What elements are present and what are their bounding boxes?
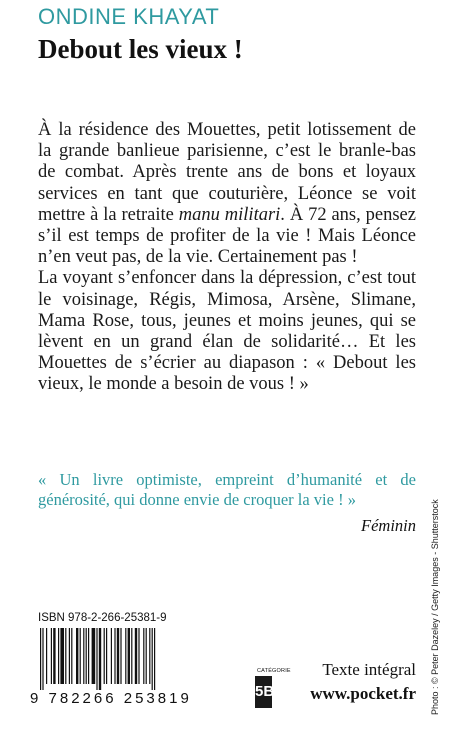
barcode-number: 9 782266 253819 xyxy=(30,690,192,707)
barcode-bar xyxy=(92,628,96,684)
barcode-bar xyxy=(106,628,107,684)
barcode-bar xyxy=(149,628,150,684)
barcode-bar xyxy=(96,628,97,690)
barcode-bar xyxy=(146,628,147,684)
barcode-bar xyxy=(83,628,84,684)
barcode-bar xyxy=(42,628,43,690)
barcode-bar xyxy=(104,628,105,684)
barcode-bar xyxy=(111,628,112,684)
barcode-bar xyxy=(88,628,89,684)
barcode-bar xyxy=(99,628,101,690)
blurb-italic-phrase: manu militari xyxy=(178,204,281,225)
barcode-bar xyxy=(143,628,144,684)
book-title: Debout les vieux ! xyxy=(38,34,243,64)
barcode-bar xyxy=(60,628,64,684)
barcode-bar xyxy=(51,628,52,684)
author-name: ONDINE KHAYAT xyxy=(38,4,220,29)
barcode-bar xyxy=(80,628,81,684)
publisher-website: www.pocket.fr xyxy=(310,684,416,703)
barcode-bar xyxy=(152,628,153,690)
blurb-text: . À 72 ans, pensez s’il est temps de profiter de la vie ! Mais Léonce n’en veut pas, de la vie. Certainement pas ! xyxy=(38,204,416,268)
barcode-bar xyxy=(46,628,47,684)
barcode-bar xyxy=(76,628,78,684)
back-cover-blurb xyxy=(38,120,416,396)
barcode-bar xyxy=(154,628,155,690)
barcode-bar xyxy=(120,628,121,684)
blurb-text: À la résidence des Mouettes, petit lotissement de la grande banlieue parisienne, c’est le branle-bas de combat. Après trente ans de bons et loyaux services en tant que couturière, Léonce se voit mettre à la retraite xyxy=(38,120,416,225)
photo-credit: Photo : © Peter Dazeley / Getty Images - Shutterstock xyxy=(430,499,440,715)
review-source: Féminin xyxy=(361,516,416,535)
barcode-bar xyxy=(40,628,41,690)
category-label: CATÉGORIE xyxy=(257,668,291,674)
barcode-bar xyxy=(131,628,132,684)
barcode-bar xyxy=(125,628,126,684)
barcode-bar xyxy=(128,628,130,684)
category-badge: 5B xyxy=(255,676,272,708)
barcode-bar xyxy=(117,628,119,684)
edition-note: Texte intégral xyxy=(322,660,416,679)
barcode-bar xyxy=(138,628,139,684)
barcode-icon xyxy=(38,628,238,690)
barcode-bar xyxy=(53,628,55,684)
barcode-bar xyxy=(69,628,70,684)
barcode-bar xyxy=(135,628,137,684)
barcode-bar xyxy=(86,628,87,684)
barcode-bar xyxy=(65,628,66,684)
barcode-bar xyxy=(71,628,72,684)
blurb-paragraph-1 xyxy=(38,120,416,268)
barcode-bar xyxy=(58,628,59,684)
blurb-paragraph-2: La voyant s’enfoncer dans la dépression, c’est tout le voisinage, Régis, Mimosa, Arsène, Slimane, Mama Rose, tous, jeunes et moins jeunes, qui se lèvent en un grand élan de solidarité… Et les Mouettes de s’écrier au diapason : « Debout les vieux, le monde a besoin de vous ! » xyxy=(38,268,416,395)
barcode-bar xyxy=(114,628,115,684)
review-quote: « Un livre optimiste, empreint d’humanité et de générosité, qui donne envie de croquer la vie ! » xyxy=(38,470,416,509)
isbn-label: ISBN 978-2-266-25381-9 xyxy=(38,612,167,624)
